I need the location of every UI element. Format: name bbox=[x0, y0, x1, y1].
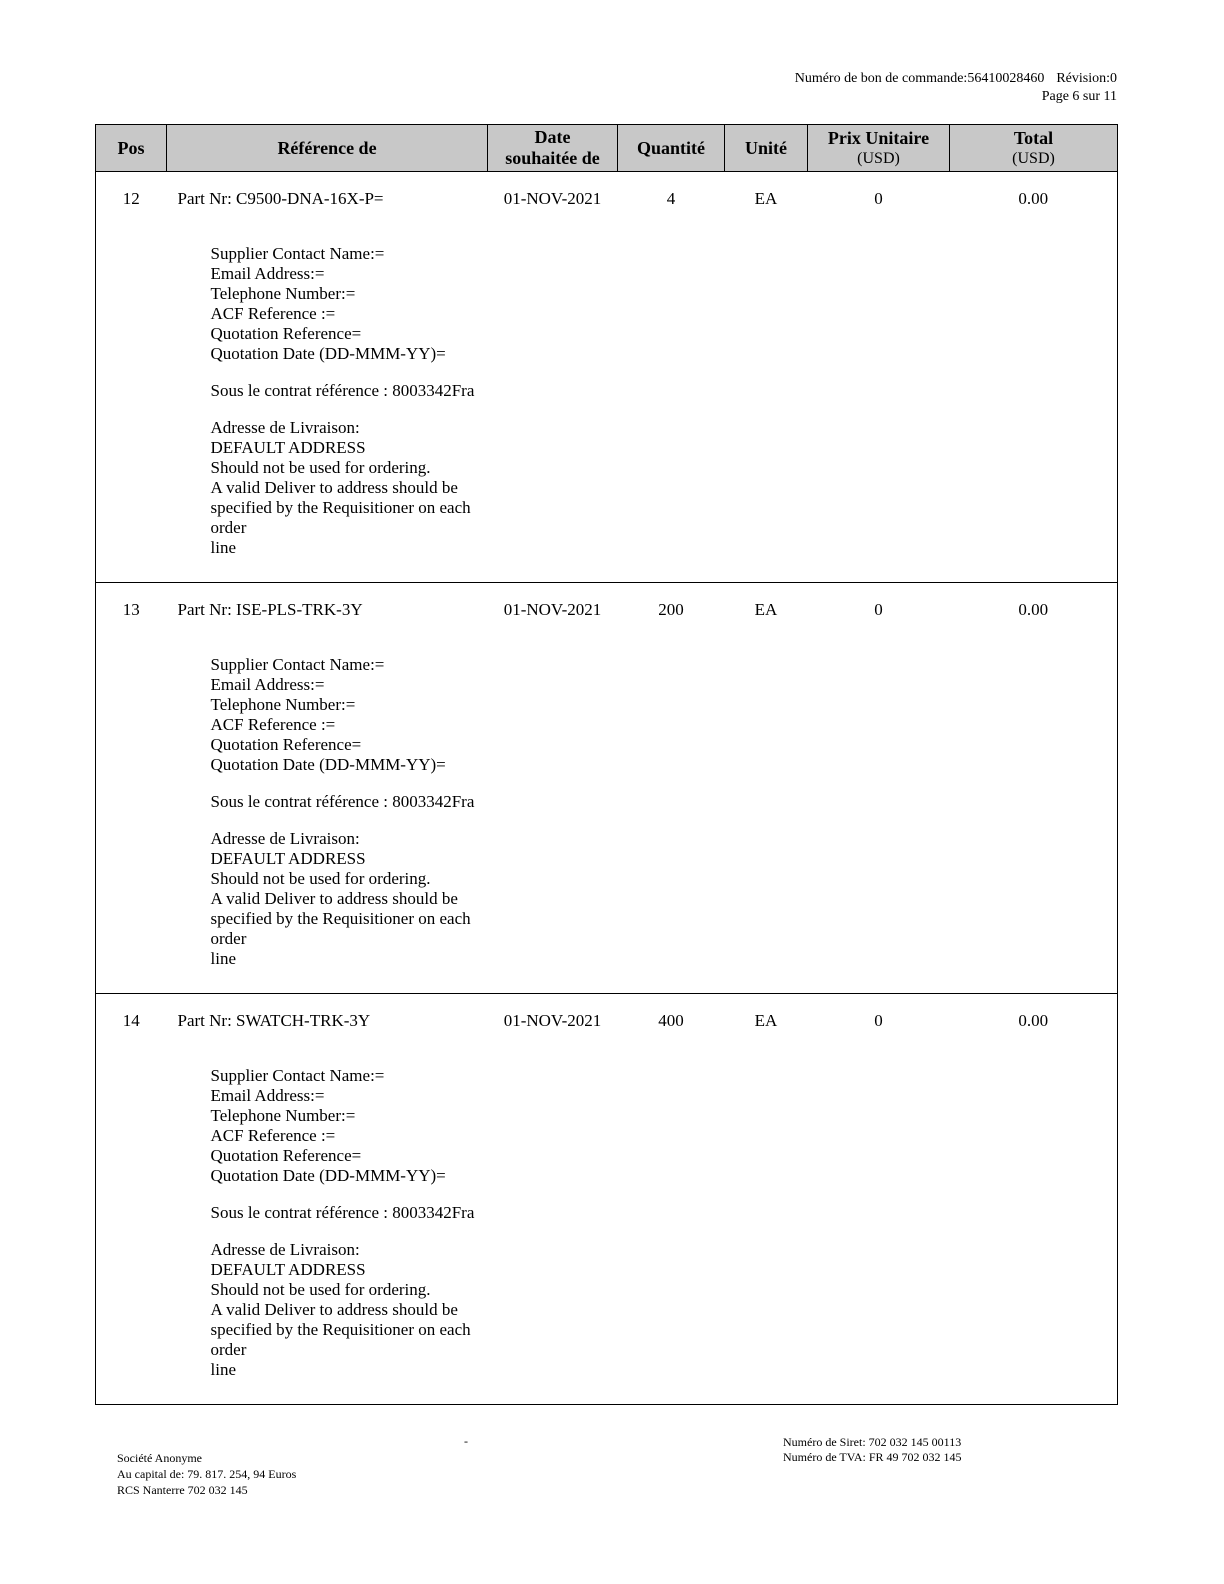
quantity-value: 400 bbox=[658, 1011, 684, 1030]
delivery-line-3: A valid Deliver to address should be bbox=[210, 478, 458, 497]
delivery-line-4: specified by the Requisitioner on each order bbox=[210, 1320, 471, 1359]
cell-unit bbox=[725, 994, 808, 1405]
quotation-date: Quotation Date (DD-MMM-YY)= bbox=[210, 344, 446, 363]
contract-reference: Sous le contrat référence : 8003342Fra bbox=[210, 1203, 475, 1222]
cell-quantity bbox=[618, 172, 725, 583]
cell-unit bbox=[725, 172, 808, 583]
delivery-line-2: Should not be used for ordering. bbox=[210, 1280, 431, 1299]
cell-quantity bbox=[618, 583, 725, 994]
order-lines-table bbox=[95, 124, 1117, 1405]
pos-value: 12 bbox=[122, 189, 140, 208]
unit-value: EA bbox=[754, 189, 778, 208]
company-type: Société Anonyme bbox=[117, 1451, 202, 1465]
table-header-row bbox=[96, 125, 1118, 172]
cell-reference bbox=[167, 994, 488, 1405]
cell-unit-price bbox=[808, 172, 950, 583]
quotation-reference: Quotation Reference= bbox=[210, 324, 362, 343]
revision: Révision:0 bbox=[1056, 71, 1117, 86]
quotation-reference: Quotation Reference= bbox=[210, 1146, 362, 1165]
email-address: Email Address:= bbox=[210, 264, 325, 283]
date-value: 01-NOV-2021 bbox=[503, 1011, 602, 1030]
company-capital: Au capital de: 79. 817. 254, 94 Euros bbox=[117, 1467, 297, 1481]
telephone-number: Telephone Number:= bbox=[210, 1106, 356, 1125]
order-line bbox=[795, 70, 1117, 88]
cell-unit-price bbox=[808, 994, 950, 1405]
column-header-unit: Unité bbox=[725, 125, 808, 172]
cell-pos bbox=[96, 583, 167, 994]
quotation-reference: Quotation Reference= bbox=[210, 735, 362, 754]
date-header-line1: Date bbox=[534, 127, 571, 147]
company-rcs: RCS Nanterre 702 032 145 bbox=[117, 1483, 248, 1497]
delivery-label: Adresse de Livraison: bbox=[210, 418, 360, 437]
line-details bbox=[167, 244, 488, 558]
supplier-contact: Supplier Contact Name:= bbox=[210, 1066, 385, 1085]
date-header-line2: souhaitée de bbox=[505, 148, 600, 168]
delivery-line-2: Should not be used for ordering. bbox=[210, 458, 431, 477]
delivery-line-5: line bbox=[210, 538, 236, 557]
line-details bbox=[167, 655, 488, 969]
delivery-line-3: A valid Deliver to address should be bbox=[210, 889, 458, 908]
footer-company-info bbox=[117, 1450, 296, 1498]
pos-value: 14 bbox=[122, 1011, 140, 1030]
line-details bbox=[167, 1066, 488, 1380]
date-value: 01-NOV-2021 bbox=[503, 600, 602, 619]
order-number: Numéro de bon de commande:56410028460 bbox=[794, 71, 1045, 86]
cell-reference bbox=[167, 172, 488, 583]
acf-reference: ACF Reference := bbox=[210, 715, 336, 734]
delivery-label: Adresse de Livraison: bbox=[210, 1240, 360, 1259]
table-row bbox=[96, 994, 1118, 1405]
quotation-date: Quotation Date (DD-MMM-YY)= bbox=[210, 1166, 446, 1185]
delivery-line-1: DEFAULT ADDRESS bbox=[210, 438, 366, 457]
cell-total bbox=[950, 172, 1118, 583]
cell-unit bbox=[725, 583, 808, 994]
delivery-line-4: specified by the Requisitioner on each order bbox=[210, 909, 471, 948]
siret-number: Numéro de Siret: 702 032 145 00113 bbox=[783, 1435, 962, 1449]
column-header-pos: Pos bbox=[96, 125, 167, 172]
quantity-value: 200 bbox=[658, 600, 684, 619]
telephone-number: Telephone Number:= bbox=[210, 284, 356, 303]
page-number: Page 6 sur 11 bbox=[1041, 89, 1117, 104]
delivery-line-5: line bbox=[210, 949, 236, 968]
cell-unit-price bbox=[808, 583, 950, 994]
date-value: 01-NOV-2021 bbox=[503, 189, 602, 208]
total-value: 0.00 bbox=[1018, 189, 1049, 208]
supplier-contact: Supplier Contact Name:= bbox=[210, 244, 385, 263]
total-header-label: Total bbox=[1013, 128, 1054, 148]
column-header-total bbox=[950, 125, 1118, 172]
unit-price-value: 0 bbox=[874, 1011, 883, 1030]
unit-price-value: 0 bbox=[874, 600, 883, 619]
cell-date bbox=[488, 583, 618, 994]
footer-registration-info bbox=[783, 1435, 962, 1465]
unit-price-header-label: Prix Unitaire bbox=[827, 128, 930, 148]
cell-reference bbox=[167, 583, 488, 994]
document-header bbox=[795, 70, 1117, 106]
footer-dash: - bbox=[464, 1434, 468, 1448]
quotation-date: Quotation Date (DD-MMM-YY)= bbox=[210, 755, 446, 774]
delivery-line-1: DEFAULT ADDRESS bbox=[210, 849, 366, 868]
contract-reference: Sous le contrat référence : 8003342Fra bbox=[210, 792, 475, 811]
total-header-currency: (USD) bbox=[1012, 150, 1055, 167]
unit-value: EA bbox=[754, 600, 778, 619]
total-value: 0.00 bbox=[1018, 1011, 1049, 1030]
cell-pos bbox=[96, 172, 167, 583]
column-header-unit-price bbox=[808, 125, 950, 172]
unit-price-header-currency: (USD) bbox=[857, 150, 900, 167]
part-number: Part Nr: ISE-PLS-TRK-3Y bbox=[177, 600, 363, 619]
acf-reference: ACF Reference := bbox=[210, 1126, 336, 1145]
email-address: Email Address:= bbox=[210, 675, 325, 694]
unit-value: EA bbox=[754, 1011, 778, 1030]
table-row bbox=[96, 583, 1118, 994]
cell-pos bbox=[96, 994, 167, 1405]
acf-reference: ACF Reference := bbox=[210, 304, 336, 323]
delivery-line-3: A valid Deliver to address should be bbox=[210, 1300, 458, 1319]
delivery-line-5: line bbox=[210, 1360, 236, 1379]
delivery-line-1: DEFAULT ADDRESS bbox=[210, 1260, 366, 1279]
table-row bbox=[96, 172, 1118, 583]
column-header-date bbox=[488, 125, 618, 172]
email-address: Email Address:= bbox=[210, 1086, 325, 1105]
quantity-value: 4 bbox=[666, 189, 676, 208]
delivery-line-2: Should not be used for ordering. bbox=[210, 869, 431, 888]
telephone-number: Telephone Number:= bbox=[210, 695, 356, 714]
total-value: 0.00 bbox=[1018, 600, 1049, 619]
tva-number: Numéro de TVA: FR 49 702 032 145 bbox=[783, 1450, 962, 1464]
column-header-reference: Référence de bbox=[167, 125, 488, 172]
contract-reference: Sous le contrat référence : 8003342Fra bbox=[210, 381, 475, 400]
unit-price-value: 0 bbox=[874, 189, 883, 208]
cell-date bbox=[488, 172, 618, 583]
cell-total bbox=[950, 994, 1118, 1405]
delivery-line-4: specified by the Requisitioner on each order bbox=[210, 498, 471, 537]
cell-total bbox=[950, 583, 1118, 994]
part-number: Part Nr: SWATCH-TRK-3Y bbox=[177, 1011, 371, 1030]
cell-date bbox=[488, 994, 618, 1405]
part-number: Part Nr: C9500-DNA-16X-P= bbox=[177, 189, 384, 208]
supplier-contact: Supplier Contact Name:= bbox=[210, 655, 385, 674]
cell-quantity bbox=[618, 994, 725, 1405]
delivery-label: Adresse de Livraison: bbox=[210, 829, 360, 848]
column-header-quantity: Quantité bbox=[618, 125, 725, 172]
pos-value: 13 bbox=[122, 600, 140, 619]
